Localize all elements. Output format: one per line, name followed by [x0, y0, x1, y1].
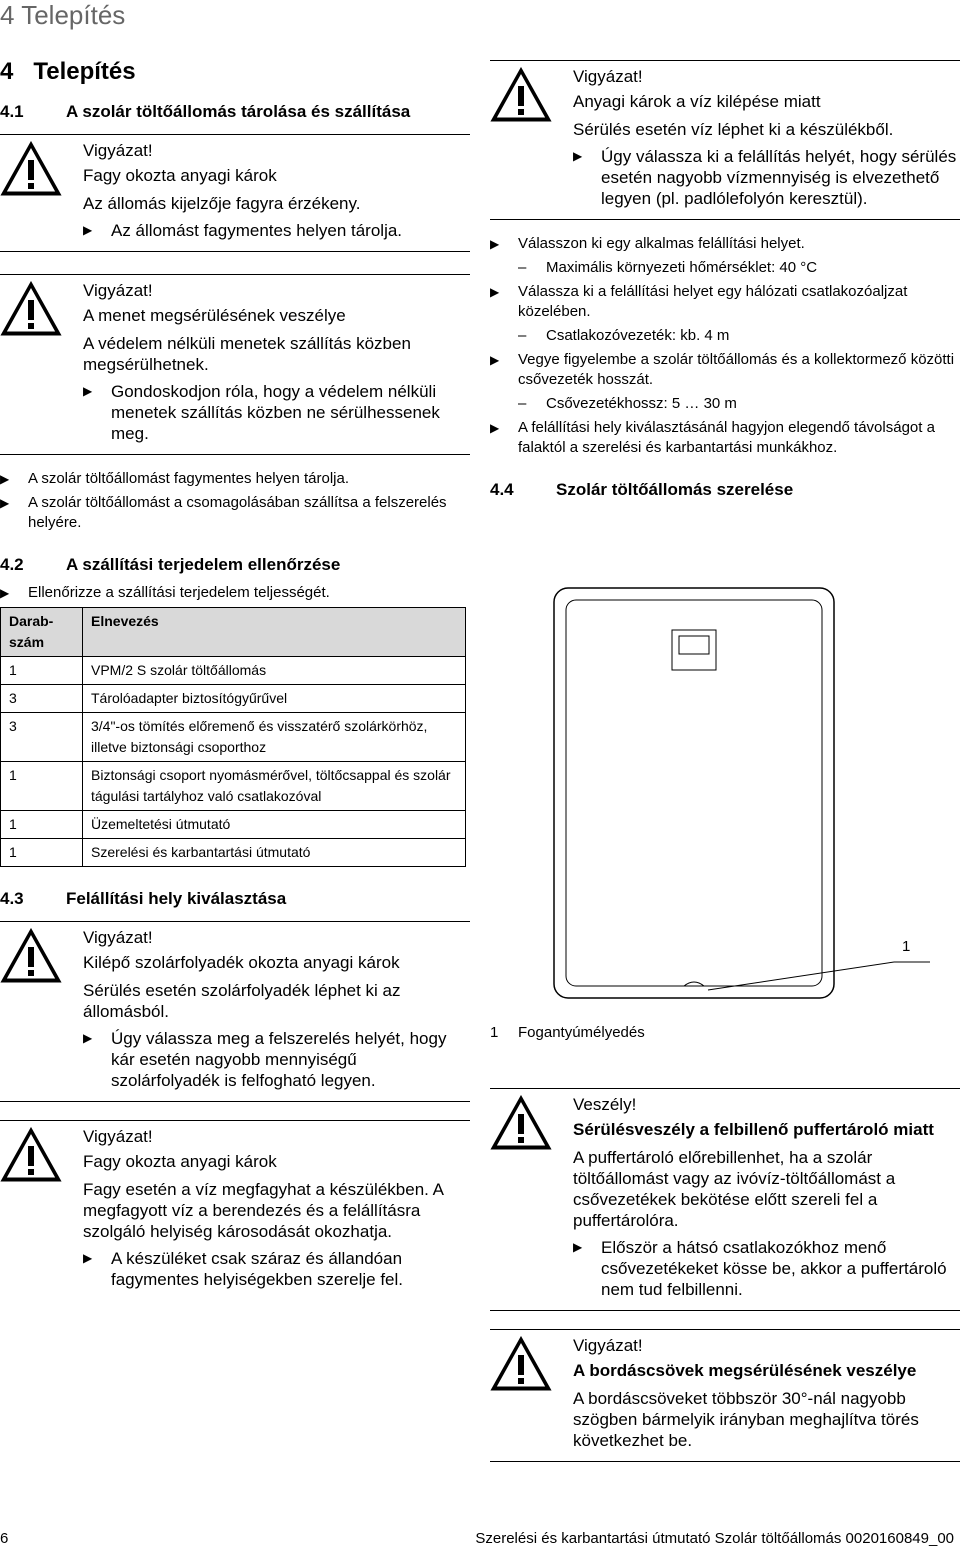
sub-text: Csatlakozóvezeték: kb. 4 m	[546, 327, 730, 344]
warning-box-frost-water	[0, 1120, 470, 1300]
warning-triangle-icon	[0, 1127, 62, 1183]
section-title: Felállítási hely kiválasztása	[66, 889, 287, 908]
warning-body: Az állomás kijelzője fagyra érzékeny.	[83, 194, 361, 213]
section-heading-4-1	[0, 102, 470, 122]
warning-step	[83, 381, 470, 444]
warning-box-thread-damage	[0, 274, 470, 455]
chapter-heading	[0, 58, 470, 86]
column-header-name: Elnevezés	[83, 608, 466, 657]
table-row	[1, 713, 466, 762]
chapter-number: 4	[0, 58, 14, 85]
danger-body: A puffertároló előrebillenhet, ha a szolár töltőállomást vagy az ivóvíz-töltőállomást a csővezetékek bekötése előtt szereli fel a puffertárolóra.	[573, 1148, 896, 1230]
warning-triangle-icon	[490, 1336, 552, 1392]
arrow-right-icon: ▶	[490, 421, 500, 435]
figure-callout-1: 1	[902, 938, 911, 955]
chapter-title: Telepítés	[33, 58, 136, 85]
list-item	[490, 418, 960, 458]
danger-box-tipping-tank	[490, 1088, 960, 1311]
warning-body: A bordáscsöveket többször 30°-nál nagyobb szögben bármelyik irányban meghajlítva törés következhet be.	[573, 1389, 919, 1450]
cell-quantity: 1	[1, 657, 83, 685]
warning-triangle-icon	[0, 141, 62, 197]
section-title: A szállítási terjedelem ellenőrzése	[66, 555, 341, 574]
table-header-row	[1, 608, 466, 657]
warning-title: Fagy okozta anyagi károk	[83, 1152, 277, 1171]
cell-name: 3/4"-os tömítés előremenő és visszatérő szolárkörhöz, illetve biztonsági csoporthoz	[83, 713, 466, 762]
caption-text: Fogantyúmélyedés	[518, 1024, 645, 1041]
arrow-right-icon: ▶	[0, 586, 10, 600]
list-item	[490, 282, 960, 322]
station-front-illustration	[552, 586, 836, 1000]
arrow-right-icon: ▶	[0, 472, 10, 486]
cell-quantity: 1	[1, 839, 83, 867]
list-item	[0, 469, 470, 489]
left-column	[0, 52, 470, 1300]
section-heading-4-2	[0, 555, 470, 575]
list-item	[490, 350, 960, 390]
list-item	[0, 583, 470, 603]
sub-item: – Csővezetékhossz: 5 … 30 m	[518, 395, 737, 412]
arrow-right-icon: ▶	[573, 149, 583, 163]
warning-step	[573, 146, 960, 209]
arrow-right-icon: ▶	[83, 384, 93, 398]
warning-step	[83, 1248, 470, 1290]
danger-step	[573, 1237, 960, 1300]
warning-kind: Vigyázat!	[83, 1127, 153, 1146]
step-text: Úgy válassza meg a felszerelés helyét, hogy kár esetén nagyobb mennyiségű szolárfolyadék is felfogható legyen.	[111, 1029, 447, 1090]
step-text: Úgy válassza ki a felállítás helyét, hogy sérülés esetén nagyobb vízmennyiség is elvezethető legyen (pl. padlólefolyón keresztül).	[601, 147, 957, 208]
arrow-right-icon: ▶	[490, 237, 500, 251]
warning-body: Sérülés esetén víz léphet ki a készülékből.	[573, 120, 894, 139]
cell-name: Tárolóadapter biztosítógyűrűvel	[83, 685, 466, 713]
arrow-right-icon: ▶	[490, 353, 500, 367]
page-number: 6	[0, 1530, 9, 1547]
table-row	[1, 657, 466, 685]
section-heading-4-3	[0, 889, 470, 909]
warning-title: Anyagi károk a víz kilépése miatt	[573, 92, 821, 111]
warning-triangle-icon	[0, 928, 62, 984]
cell-quantity: 3	[1, 685, 83, 713]
warning-kind: Vigyázat!	[573, 67, 643, 86]
arrow-right-icon: ▶	[83, 1031, 93, 1045]
cell-quantity: 1	[1, 762, 83, 811]
sub-text: Maximális környezeti hőmérséklet: 40 °C	[546, 259, 818, 276]
warning-title: Kilépő szolárfolyadék okozta anyagi károk	[83, 953, 400, 972]
right-column-lower	[490, 1076, 960, 1462]
running-head: 4 Telepítés	[0, 0, 126, 30]
section-heading-4-4	[490, 480, 960, 500]
section-title: Szolár töltőállomás szerelése	[556, 480, 794, 499]
site-steps	[490, 234, 960, 458]
cell-quantity: 3	[1, 713, 83, 762]
section-title: A szolár töltőállomás tárolása és szállítása	[66, 102, 411, 121]
scope-of-delivery-table	[0, 607, 466, 867]
section-number: 4.3	[0, 889, 24, 908]
warning-box-frost-display	[0, 134, 470, 252]
document-title: Szerelési és karbantartási útmutató Szolár töltőállomás 0020160849_00	[475, 1530, 954, 1547]
cell-name: Biztonsági csoport nyomásmérővel, töltőcsappal és szolár tágulási tartályhoz való csatlakozóval	[83, 762, 466, 811]
warning-body: Fagy esetén a víz megfagyhat a készülékben. A megfagyott víz a berendezés és a felállításra szolgáló helyiség károsodását okozhatja.	[83, 1180, 444, 1241]
list-item	[0, 493, 470, 533]
caption-number: 1	[490, 1024, 499, 1041]
step-text: Gondoskodjon róla, hogy a védelem nélküli menetek szállítás közben ne sérülhessenek meg.	[111, 382, 440, 443]
right-column	[490, 52, 960, 500]
warning-triangle-icon	[0, 281, 62, 337]
danger-title: Sérülésveszély a felbillenő puffertároló miatt	[573, 1120, 934, 1139]
warning-box-corrugated-pipes	[490, 1329, 960, 1462]
step-text: A szolár töltőállomást fagymentes helyen tárolja.	[28, 470, 349, 487]
step-text: Az állomást fagymentes helyen tárolja.	[111, 221, 403, 240]
step-text: Válassza ki a felállítási helyet egy hálózati csatlakozóaljzat közelében.	[518, 283, 908, 320]
warning-box-water-leak	[490, 60, 960, 220]
warning-step	[83, 1028, 470, 1091]
table-row	[1, 839, 466, 867]
cell-name: VPM/2 S szolár töltőállomás	[83, 657, 466, 685]
warning-triangle-icon	[490, 1095, 552, 1151]
list-item	[490, 234, 960, 254]
warning-body: Sérülés esetén szolárfolyadék léphet ki az állomásból.	[83, 981, 401, 1021]
warning-triangle-icon	[490, 67, 552, 123]
sub-item: – Maximális környezeti hőmérséklet: 40 °C	[518, 259, 818, 276]
arrow-right-icon: ▶	[83, 223, 93, 237]
column-header-quantity: Darab-szám	[1, 608, 83, 657]
warning-body: A védelem nélküli menetek szállítás közben megsérülhetnek.	[83, 334, 411, 374]
cell-name: Szerelési és karbantartási útmutató	[83, 839, 466, 867]
cell-name: Üzemeltetési útmutató	[83, 811, 466, 839]
danger-kind: Veszély!	[573, 1095, 637, 1114]
arrow-right-icon: ▶	[490, 285, 500, 299]
sub-item: – Csatlakozóvezeték: kb. 4 m	[518, 327, 730, 344]
warning-title: A bordáscsövek megsérülésének veszélye	[573, 1361, 917, 1380]
warning-step	[83, 220, 470, 241]
arrow-right-icon: ▶	[83, 1251, 93, 1265]
step-text: A felállítási hely kiválasztásánál hagyjon elegendő távolságot a falaktól a szerelési és karbantartási munkákhoz.	[518, 419, 935, 456]
cell-quantity: 1	[1, 811, 83, 839]
warning-box-solar-fluid	[0, 921, 470, 1102]
table-row	[1, 811, 466, 839]
warning-title: A menet megsérülésének veszélye	[83, 306, 346, 325]
step-text: Először a hátsó csatlakozókhoz menő csővezetékeket kösse be, akkor a puffertároló nem tud felbillenni.	[601, 1238, 947, 1299]
warning-kind: Vigyázat!	[573, 1336, 643, 1355]
sub-text: Csővezetékhossz: 5 … 30 m	[546, 395, 737, 412]
warning-kind: Vigyázat!	[83, 281, 153, 300]
warning-kind: Vigyázat!	[83, 141, 153, 160]
figure-caption	[490, 1024, 645, 1041]
table-row	[1, 685, 466, 713]
step-text: A szolár töltőállomást a csomagolásában szállítsa a felszerelés helyére.	[28, 494, 447, 531]
callout-leader-line	[704, 946, 934, 996]
section-number: 4.1	[0, 102, 24, 121]
step-text: Válasszon ki egy alkalmas felállítási helyet.	[518, 235, 805, 252]
step-text: Ellenőrizze a szállítási terjedelem teljességét.	[28, 584, 330, 601]
warning-kind: Vigyázat!	[83, 928, 153, 947]
step-text: Vegye figyelembe a szolár töltőállomás és a kollektormező közötti csővezeték hosszát.	[518, 351, 955, 388]
warning-title: Fagy okozta anyagi károk	[83, 166, 277, 185]
step-text: A készüléket csak száraz és állandóan fagymentes helyiségekben szerelje fel.	[111, 1249, 403, 1289]
arrow-right-icon: ▶	[0, 496, 10, 510]
section-number: 4.2	[0, 555, 24, 574]
arrow-right-icon: ▶	[573, 1240, 583, 1254]
table-row	[1, 762, 466, 811]
section-number: 4.4	[490, 480, 514, 499]
